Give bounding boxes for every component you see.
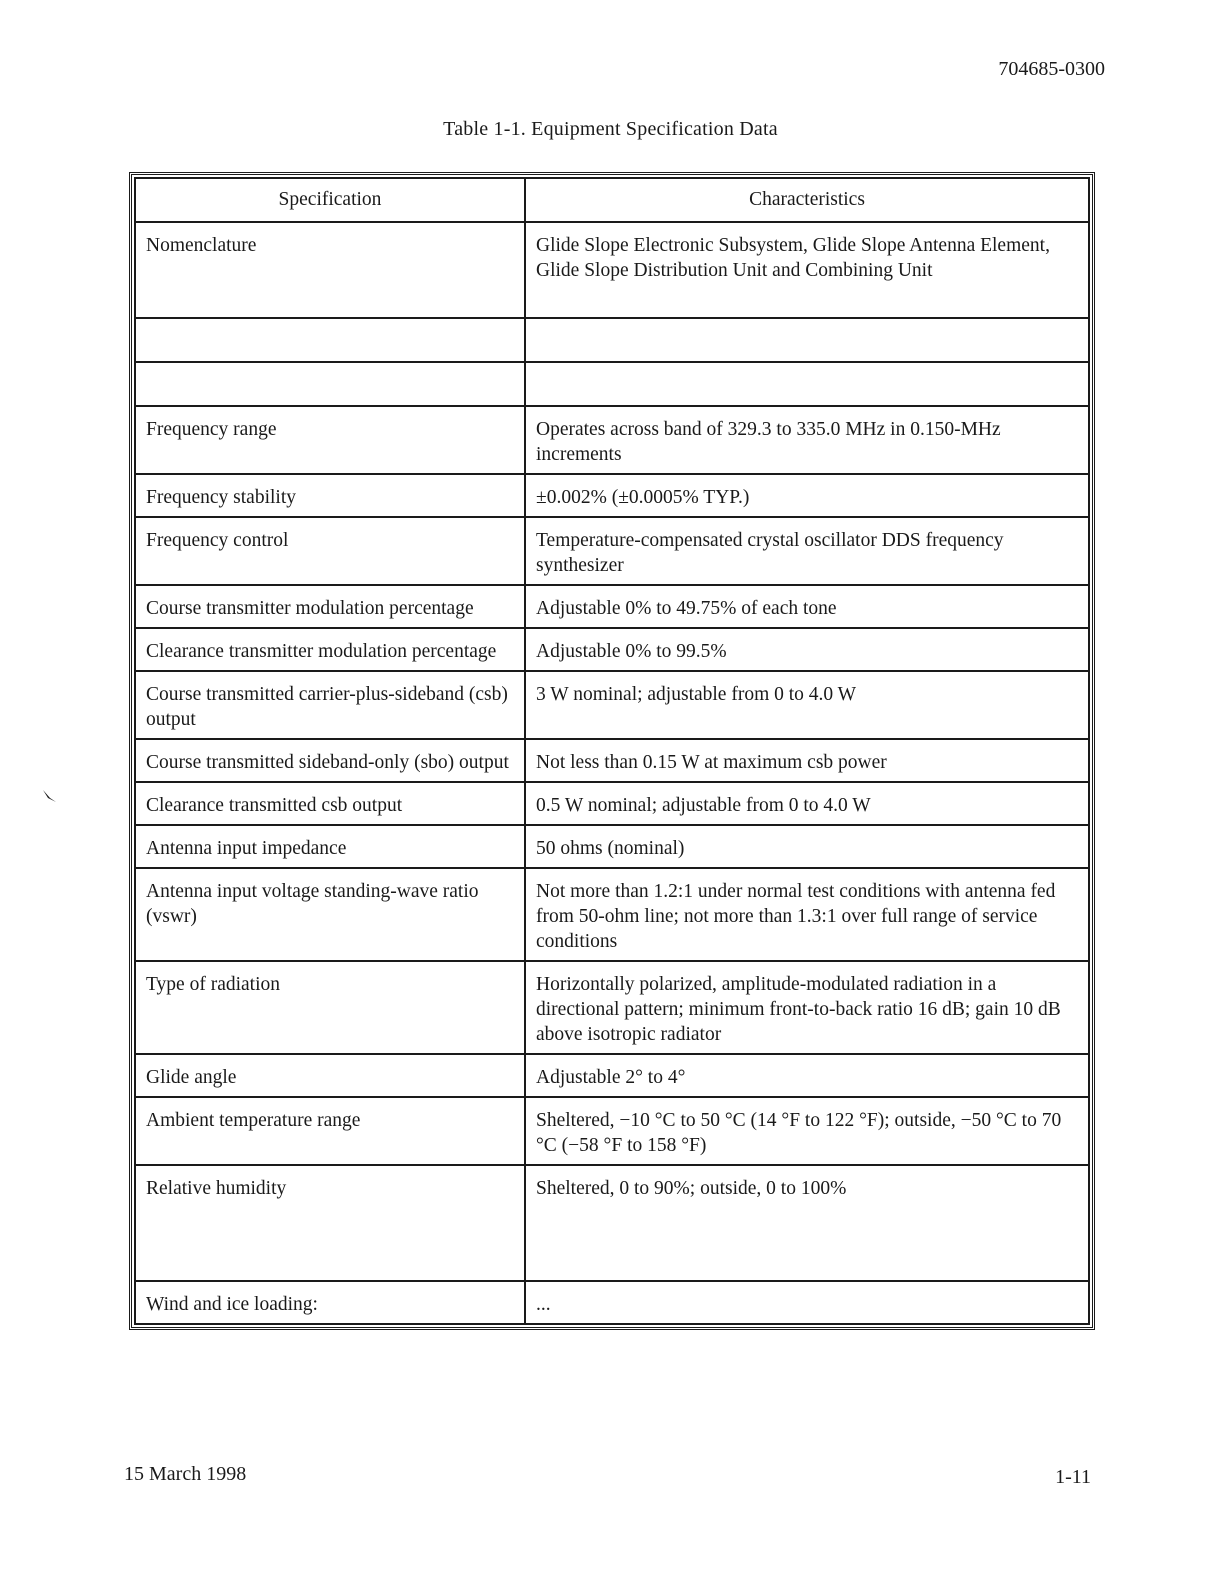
characteristics-cell [525, 318, 1089, 362]
spec-cell [135, 362, 525, 406]
characteristics-cell: Temperature-compensated crystal oscillator DDS frequency synthesizer [525, 517, 1089, 585]
spec-cell: Nomenclature [135, 222, 525, 318]
spec-cell: Clearance transmitted csb output [135, 782, 525, 825]
spec-cell: Antenna input impedance [135, 825, 525, 868]
spec-cell: Glide angle [135, 1054, 525, 1097]
column-header-characteristics: Characteristics [525, 178, 1089, 222]
characteristics-cell [525, 362, 1089, 406]
spec-cell: Clearance transmitter modulation percentage [135, 628, 525, 671]
table-header-row [135, 178, 1089, 222]
characteristics-cell: Operates across band of 329.3 to 335.0 MHz in 0.150-MHz increments [525, 406, 1089, 474]
spec-cell [135, 318, 525, 362]
characteristics-cell: Not more than 1.2:1 under normal test conditions with antenna fed from 50-ohm line; not more than 1.3:1 over full range of service conditions [525, 868, 1089, 961]
spec-cell: Type of radiation [135, 961, 525, 1054]
footer-date: 15 March 1998 [124, 1463, 247, 1485]
characteristics-cell: Adjustable 0% to 99.5% [525, 628, 1089, 671]
characteristics-cell: 0.5 W nominal; adjustable from 0 to 4.0 W [525, 782, 1089, 825]
table-row [135, 868, 1089, 961]
margin-mark-icon [40, 786, 64, 810]
spec-cell: Relative humidity [135, 1165, 525, 1281]
table-row [135, 585, 1089, 628]
characteristics-cell: Sheltered, −10 °C to 50 °C (14 °F to 122 °F); outside, −50 °C to 70 °C (−58 °F to 158 °F) [525, 1097, 1089, 1165]
spec-cell: Frequency control [135, 517, 525, 585]
characteristics-cell: Adjustable 0% to 49.75% of each tone [525, 585, 1089, 628]
table-caption: Table 1-1. Equipment Specification Data [443, 118, 778, 140]
characteristics-cell: 50 ohms (nominal) [525, 825, 1089, 868]
table-row [135, 517, 1089, 585]
spec-cell: Course transmitted carrier-plus-sideband (csb) output [135, 671, 525, 739]
page-number: 1-11 [1055, 1466, 1091, 1488]
spec-cell: Wind and ice loading: [135, 1281, 525, 1324]
spec-cell: Frequency range [135, 406, 525, 474]
table-row [135, 362, 1089, 406]
table-row [135, 222, 1089, 318]
characteristics-cell: Glide Slope Electronic Subsystem, Glide Slope Antenna Element, Glide Slope Distribution Unit and Combining Unit [525, 222, 1089, 318]
characteristics-cell: 3 W nominal; adjustable from 0 to 4.0 W [525, 671, 1089, 739]
table-row [135, 1281, 1089, 1324]
characteristics-cell: Not less than 0.15 W at maximum csb power [525, 739, 1089, 782]
table-row [135, 1097, 1089, 1165]
spec-cell: Course transmitter modulation percentage [135, 585, 525, 628]
spec-cell: Ambient temperature range [135, 1097, 525, 1165]
table-row [135, 961, 1089, 1054]
table-row [135, 782, 1089, 825]
spec-cell: Frequency stability [135, 474, 525, 517]
column-header-specification: Specification [135, 178, 525, 222]
characteristics-cell: ... [525, 1281, 1089, 1324]
table-row [135, 1165, 1089, 1281]
characteristics-cell: ±0.002% (±0.0005% TYP.) [525, 474, 1089, 517]
spec-cell: Antenna input voltage standing-wave ratio (vswr) [135, 868, 525, 961]
spec-table [134, 177, 1090, 1325]
document-number: 704685-0300 [998, 58, 1105, 80]
spec-cell: Course transmitted sideband-only (sbo) output [135, 739, 525, 782]
table-row [135, 406, 1089, 474]
table-row [135, 318, 1089, 362]
characteristics-cell: Adjustable 2° to 4° [525, 1054, 1089, 1097]
table-row [135, 739, 1089, 782]
characteristics-cell: Sheltered, 0 to 90%; outside, 0 to 100% [525, 1165, 1089, 1281]
table-row [135, 825, 1089, 868]
table-row [135, 671, 1089, 739]
table-row [135, 474, 1089, 517]
table-row [135, 1054, 1089, 1097]
table-row [135, 628, 1089, 671]
characteristics-cell: Horizontally polarized, amplitude-modulated radiation in a directional pattern; minimum front-to-back ratio 16 dB; gain 10 dB above isotropic radiator [525, 961, 1089, 1054]
spec-table-frame [129, 172, 1095, 1330]
